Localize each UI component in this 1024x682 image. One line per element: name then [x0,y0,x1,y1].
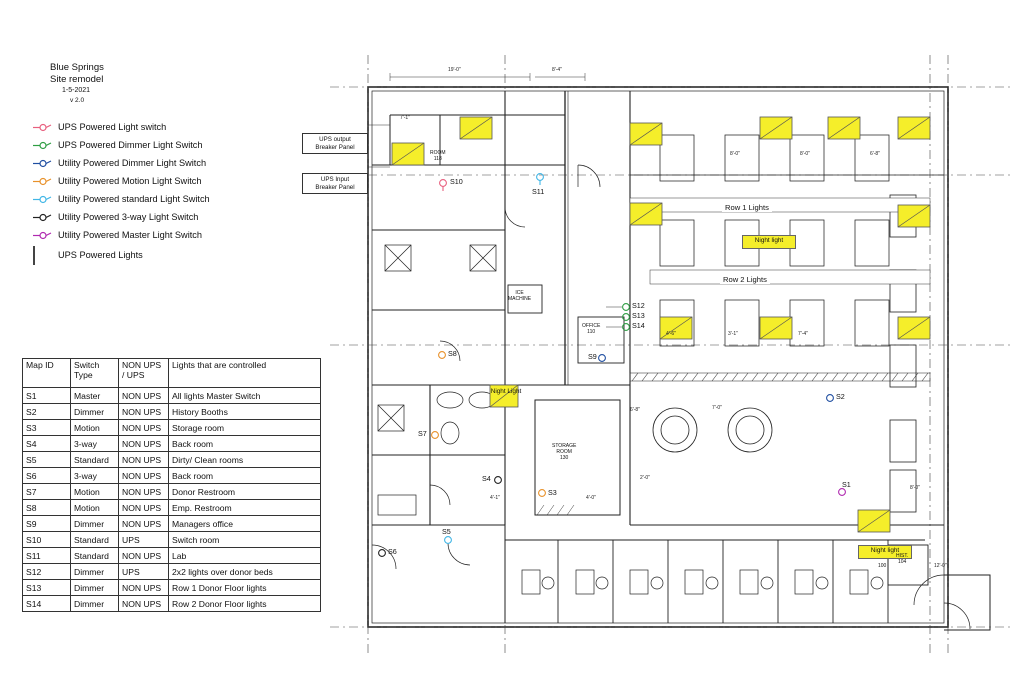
legend-label: Utility Powered Dimmer Light Switch [58,157,207,168]
switch-tag-s13: S13 [632,311,645,320]
dimension-misc-14: 12'-0" [934,563,947,569]
table-row [23,596,321,612]
row-1-lights-label: Row 1 Lights [722,203,772,212]
switch-tag-s11: S11 [532,187,545,196]
cell-ups: NON UPS [119,596,169,612]
table-row [23,516,321,532]
dimension-misc-6: 3'-1" [728,331,738,337]
night-light-center: Night light [742,235,796,249]
room-tag-line-2: 110 [587,329,596,335]
cell-map-id: S5 [23,452,71,468]
room-tag-line-1: OFFICE [582,323,601,329]
utility-powered-motion-light-switch-icon [30,173,58,189]
cell-lights: 2x2 lights over donor beds [169,564,321,580]
room-tag-line-2: ROOM [556,449,572,455]
cell-lights: Switch room [169,532,321,548]
switch-tag-s9: S9 [588,352,597,361]
project-name: Blue Springs [50,62,104,73]
dimension-misc-7: 7'-4" [798,331,808,337]
room-tag-line-2: 104 [897,559,907,565]
legend-item-utility-powered-motion-light-switch [30,172,290,190]
cell-ups: NON UPS [119,452,169,468]
room-tag-line-1: HIST. [896,553,909,559]
room-tag-line-1: ICE [515,290,524,296]
legend-item-utility-powered-standard-light-switch [30,190,290,208]
cell-switch-type: Standard [71,548,119,564]
room-tag-line-2: MACHINE [508,296,532,302]
legend-label: UPS Powered Light switch [58,121,167,132]
night-light-left: Night Light [490,388,522,395]
switch-tag-s3: S3 [548,488,557,497]
cell-ups: UPS [119,532,169,548]
cell-ups: NON UPS [119,404,169,420]
cell-switch-type: Dimmer [71,404,119,420]
cell-map-id: S1 [23,388,71,404]
cell-map-id: S4 [23,436,71,452]
floor-plan-drawing [330,55,1010,655]
cell-switch-type: Motion [71,420,119,436]
cell-map-id: S12 [23,564,71,580]
cell-ups: NON UPS [119,484,169,500]
panel-line-1: UPS Input [320,176,350,183]
cell-switch-type: Standard [71,452,119,468]
switch-tag-s7: S7 [418,429,427,438]
dimension-misc-10: 2'-0" [640,475,650,481]
switch-tag-s10: S10 [450,177,463,186]
switch-tag-s2: S2 [836,392,845,401]
cell-lights: History Booths [169,404,321,420]
table-row [23,500,321,516]
cell-ups: NON UPS [119,420,169,436]
cell-switch-type: Dimmer [71,564,119,580]
cell-map-id: S3 [23,420,71,436]
ups-powered-dimmer-light-switch-icon [30,137,58,153]
cell-map-id: S10 [23,532,71,548]
table-row [23,468,321,484]
dimension-misc-9: 7'-0" [712,405,722,411]
dimension-misc-4: 6'-8" [870,151,880,157]
room-tag-line-1: ROOM [430,150,446,156]
cell-map-id: S2 [23,404,71,420]
switch-map-table [22,358,321,612]
room-tag-ice-machine [508,290,531,302]
legend-item-ups-powered-lights [30,244,290,266]
ups-output-breaker-panel [302,133,368,154]
table-row [23,436,321,452]
ups-powered-light-switch-icon [30,119,58,135]
cell-lights: Storage room [169,420,321,436]
cell-map-id: S13 [23,580,71,596]
room-tag-donor [878,563,886,569]
cell-ups: NON UPS [119,548,169,564]
cell-switch-type: 3-way [71,436,119,452]
col-header-non-ups-ups: NON UPS / UPS [119,359,169,388]
cell-map-id: S9 [23,516,71,532]
room-tag-line-1: 100 [878,563,887,569]
cell-lights: Lab [169,548,321,564]
cell-switch-type: Dimmer [71,516,119,532]
legend-item-utility-powered-dimmer-light-switch [30,154,290,172]
switch-tag-s1: S1 [842,480,851,489]
cell-switch-type: Dimmer [71,580,119,596]
dimension-misc-1: 7'-1" [400,115,410,121]
dimension-misc-5: 4'-6" [666,331,676,337]
switch-tag-s5: S5 [442,527,451,536]
cell-ups: UPS [119,564,169,580]
cell-map-id: S7 [23,484,71,500]
panel-line-1: UPS output [319,136,351,143]
table-row [23,420,321,436]
switch-tag-s14: S14 [632,321,645,330]
room-tag-office [582,323,600,335]
cell-map-id: S8 [23,500,71,516]
cell-lights: Row 2 Donor Floor lights [169,596,321,612]
dimension-misc-12: 4'-0" [586,495,596,501]
room-tag-hist [896,553,908,565]
cell-lights: Row 1 Donor Floor lights [169,580,321,596]
utility-powered-3way-light-switch-icon [30,209,58,225]
cell-map-id: S14 [23,596,71,612]
project-date: 1-5-2021 [62,87,91,94]
col-header-map-id: Map ID [23,359,71,388]
legend [30,118,290,266]
room-tag-line-3: 130 [560,455,569,461]
cell-switch-type: Master [71,388,119,404]
table-row [23,404,321,420]
table-row [23,452,321,468]
cell-ups: NON UPS [119,516,169,532]
cell-lights: Donor Restroom [169,484,321,500]
night-light-bottom: Night light [858,545,912,559]
room-tag-line-1: STORAGE [552,443,577,449]
cell-ups: NON UPS [119,388,169,404]
table-row [23,532,321,548]
dimension-top-2: 8'-4" [552,67,562,73]
dimension-top-1: 19'-0" [448,67,461,73]
room-tag-line-2: 118 [433,156,442,162]
floor-plan [315,55,1010,655]
room-tag-switch-room [430,150,446,162]
room-tag-storage [552,443,576,461]
panel-line-2: Breaker Panel [315,143,355,151]
ups-input-breaker-panel [302,173,368,194]
title-block [48,62,248,105]
utility-powered-master-light-switch-icon [30,227,58,243]
cell-ups: NON UPS [119,500,169,516]
table-row [23,580,321,596]
cell-map-id: S6 [23,468,71,484]
table-row [23,564,321,580]
cell-lights: All lights Master Switch [169,388,321,404]
project-subtitle: Site remodel [50,74,104,85]
legend-label: UPS Powered Dimmer Light Switch [58,139,203,150]
table-row [23,388,321,404]
cell-lights: Managers office [169,516,321,532]
project-version: v 2.0 [70,97,85,104]
legend-label: Utility Powered Motion Light Switch [58,175,202,186]
cell-lights: Back room [169,436,321,452]
legend-item-ups-powered-light-switch [30,118,290,136]
cell-switch-type: 3-way [71,468,119,484]
dimension-misc-13: 4'-1" [490,495,500,501]
dimension-misc-2: 8'-0" [730,151,740,157]
cell-switch-type: Motion [71,500,119,516]
cell-switch-type: Motion [71,484,119,500]
cell-map-id: S11 [23,548,71,564]
dimension-misc-8: 6'-8" [630,407,640,413]
cell-ups: NON UPS [119,580,169,596]
switch-tag-s8: S8 [448,349,457,358]
legend-label: Utility Powered 3-way Light Switch [58,211,199,222]
col-header-lights-controlled: Lights that are controlled [169,359,321,388]
switch-tag-s6: S6 [388,547,397,556]
cell-ups: NON UPS [119,468,169,484]
dimension-misc-11: 8'-0" [910,485,920,491]
cell-ups: NON UPS [119,436,169,452]
panel-line-2: Breaker Panel [315,183,355,191]
utility-powered-dimmer-light-switch-icon [30,155,58,171]
cell-lights: Dirty/ Clean rooms [169,452,321,468]
dimension-misc-3: 8'-0" [800,151,810,157]
table-row [23,548,321,564]
legend-label: Utility Powered standard Light Switch [58,193,210,204]
utility-powered-standard-light-switch-icon [30,191,58,207]
table-row [23,484,321,500]
legend-label: UPS Powered Lights [58,249,143,260]
cell-lights: Back room [169,468,321,484]
ups-powered-lights-swatch-icon [30,247,58,263]
switch-tag-s4: S4 [482,474,491,483]
legend-item-ups-powered-dimmer-light-switch [30,136,290,154]
legend-label: Utility Powered Master Light Switch [58,229,202,240]
cell-lights: Emp. Restroom [169,500,321,516]
cell-switch-type: Dimmer [71,596,119,612]
legend-item-utility-powered-3way-light-switch [30,208,290,226]
switch-tag-s12: S12 [632,301,645,310]
cell-switch-type: Standard [71,532,119,548]
col-header-switch-type: Switch Type [71,359,119,388]
legend-item-utility-powered-master-light-switch [30,226,290,244]
table-header-row [23,359,321,388]
row-2-lights-label: Row 2 Lights [720,275,770,284]
